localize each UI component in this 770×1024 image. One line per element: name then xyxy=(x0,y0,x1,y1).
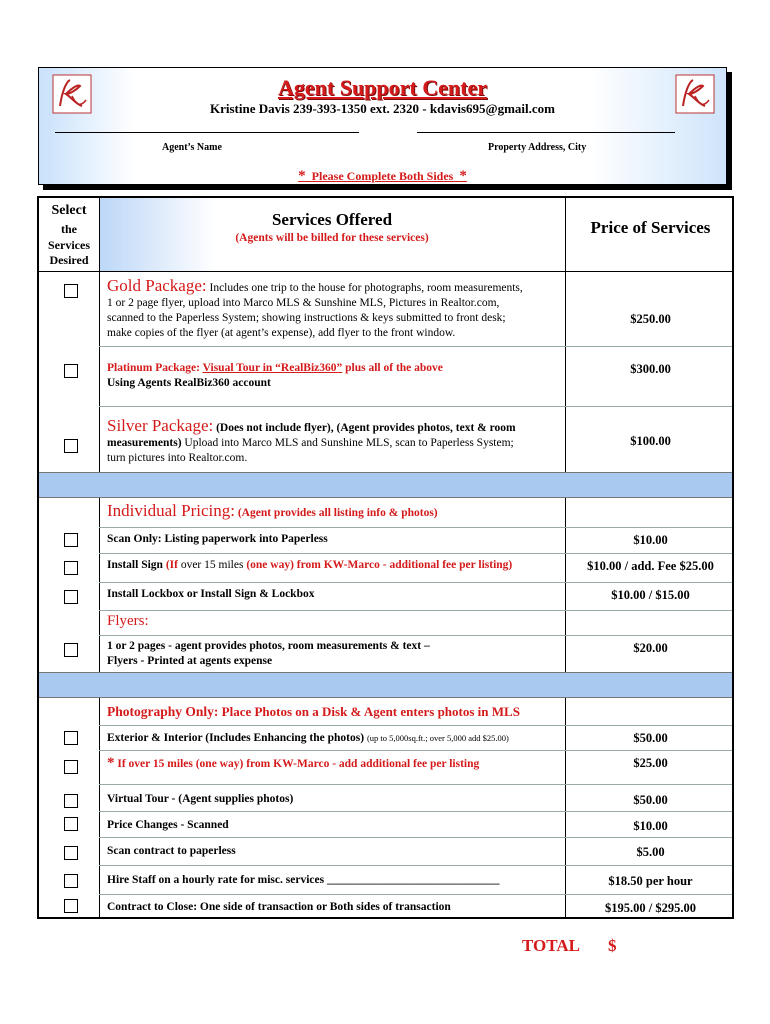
header-panel xyxy=(38,67,727,185)
exterior-interior-price: $50.00 xyxy=(633,731,668,745)
scan-only-price: $10.00 xyxy=(633,533,668,547)
over-15-miles-label: * If over 15 miles (one way) from KW-Marco - add additional fee per listing xyxy=(107,755,480,771)
exterior-interior-checkbox[interactable] xyxy=(64,731,78,745)
flyers-description: 1 or 2 pages - agent provides photos, room measurements & text – Flyers - Printed at agents expense xyxy=(107,640,430,667)
total-label: TOTAL xyxy=(522,936,580,955)
select-header-2: the xyxy=(61,222,77,236)
flyers-heading: Flyers: xyxy=(107,613,149,629)
row-divider xyxy=(99,725,732,726)
scan-contract-label: Scan contract to paperless xyxy=(107,845,236,857)
install-sign-checkbox[interactable] xyxy=(64,561,78,575)
silver-package-description: Silver Package: (Does not include flyer), (Agent provides photos, text & room measurements) Upload into Marco MLS and Sunshine MLS, scan to Paperless System; turn pictures into Realtor.com. xyxy=(107,416,516,464)
gold-package-name: Gold Package: xyxy=(107,276,207,295)
lockbox-label: Install Lockbox or Install Sign & Lockbox xyxy=(107,588,315,600)
agent-name-field[interactable] xyxy=(55,132,359,133)
note-text: Please Complete Both Sides xyxy=(311,169,454,183)
scan-contract-checkbox[interactable] xyxy=(64,846,78,860)
over-15-miles-checkbox[interactable] xyxy=(64,760,78,774)
services-header: Services Offered xyxy=(271,210,393,229)
contract-to-close-checkbox[interactable] xyxy=(64,899,78,913)
photography-heading: Photography Only: Place Photos on a Disk & Agent enters photos in MLS xyxy=(107,704,520,719)
gold-package-price: $250.00 xyxy=(630,312,671,326)
scan-only-label: Scan Only: Listing paperwork into Paperless xyxy=(107,533,328,545)
services-table xyxy=(37,196,734,919)
complete-both-sides-note xyxy=(39,168,726,185)
select-header-3: Services xyxy=(48,238,90,252)
platinum-package-checkbox[interactable] xyxy=(64,364,78,378)
column-divider xyxy=(565,198,566,917)
silver-package-name: Silver Package: xyxy=(107,416,214,435)
row-divider xyxy=(99,750,732,751)
scan-only-checkbox[interactable] xyxy=(64,533,78,547)
select-header-1: Select xyxy=(51,203,87,218)
platinum-package-name: Platinum Package: xyxy=(107,362,203,374)
individual-pricing-heading: Individual Pricing: (Agent provides all listing info & photos) xyxy=(107,501,438,520)
virtual-tour-checkbox[interactable] xyxy=(64,794,78,808)
virtual-tour-price: $50.00 xyxy=(633,793,668,807)
row-divider xyxy=(99,527,732,528)
total-amount-field[interactable]: $ xyxy=(608,936,617,955)
column-divider xyxy=(99,198,100,917)
asterisk: * xyxy=(298,168,306,184)
visual-tour-link[interactable]: Visual Tour in “RealBiz360” xyxy=(202,362,343,374)
flyers-price: $20.00 xyxy=(633,641,668,655)
contract-to-close-label: Contract to Close: One side of transaction or Both sides of transaction xyxy=(107,901,451,913)
property-address-field[interactable] xyxy=(417,132,675,133)
platinum-package-price: $300.00 xyxy=(630,362,671,376)
scan-contract-price: $5.00 xyxy=(636,845,665,859)
price-header: Price of Services xyxy=(590,218,711,237)
exterior-interior-label: Exterior & Interior (Includes Enhancing the photos) (up to 5,000sq.ft.; over 5,000 add $25.00) xyxy=(107,732,509,744)
agent-name-label: Agent’s Name xyxy=(162,142,222,153)
gold-package-checkbox[interactable] xyxy=(64,284,78,298)
row-divider xyxy=(99,582,732,583)
select-header-4: Desired xyxy=(49,253,89,267)
property-address-label: Property Address, City xyxy=(488,142,587,153)
header-divider xyxy=(39,271,732,272)
price-changes-price: $10.00 xyxy=(633,819,668,833)
virtual-tour-label: Virtual Tour - (Agent supplies photos) xyxy=(107,793,294,805)
row-divider xyxy=(99,894,732,895)
price-changes-checkbox[interactable] xyxy=(64,817,78,831)
install-sign-label: Install Sign (If over 15 miles (one way) from KW-Marco - additional fee per listing) xyxy=(107,559,513,571)
section-separator-bar xyxy=(39,472,732,498)
over-15-miles-price: $25.00 xyxy=(633,756,668,770)
hire-staff-checkbox[interactable] xyxy=(64,874,78,888)
silver-package-price: $100.00 xyxy=(630,434,671,448)
lockbox-checkbox[interactable] xyxy=(64,590,78,604)
hire-staff-price: $18.50 per hour xyxy=(608,874,693,888)
row-divider xyxy=(99,610,732,611)
row-divider xyxy=(99,346,732,347)
row-divider xyxy=(99,406,732,407)
services-subheader: (Agents will be billed for these services) xyxy=(235,232,429,244)
page-title: Agent Support Center xyxy=(278,75,487,100)
row-divider xyxy=(99,635,732,636)
lockbox-price: $10.00 / $15.00 xyxy=(611,588,690,602)
row-divider xyxy=(99,811,732,812)
section-separator-bar xyxy=(39,672,732,698)
gold-package-description: Gold Package: Includes one trip to the house for photographs, room measurements, 1 or 2 page flyer, upload into Marco MLS & Sunshine MLS, Pictures in Realtor.com, scanned to the Paperless System; showing instructions & keys submitted to front desk; make copies of the flyer (at agent’s expense), add flyer to the front window. xyxy=(107,276,523,339)
flyers-checkbox[interactable] xyxy=(64,643,78,657)
platinum-package-description: Platinum Package: Visual Tour in “RealBiz360” plus all of the above Using Agents RealBiz360 account xyxy=(107,362,443,389)
hire-staff-label: Hire Staff on a hourly rate for misc. services ______________________________ xyxy=(107,874,500,886)
row-divider xyxy=(99,784,732,785)
price-changes-label: Price Changes - Scanned xyxy=(107,819,229,831)
install-sign-price: $10.00 / add. Fee $25.00 xyxy=(587,559,714,573)
asterisk: * xyxy=(459,168,467,184)
row-divider xyxy=(99,553,732,554)
contract-to-close-price: $195.00 / $295.00 xyxy=(605,901,696,915)
contact-line: Kristine Davis 239-393-1350 ext. 2320 - kdavis695@gmail.com xyxy=(209,101,555,116)
row-divider xyxy=(99,837,732,838)
silver-package-checkbox[interactable] xyxy=(64,439,78,453)
row-divider xyxy=(99,865,732,866)
